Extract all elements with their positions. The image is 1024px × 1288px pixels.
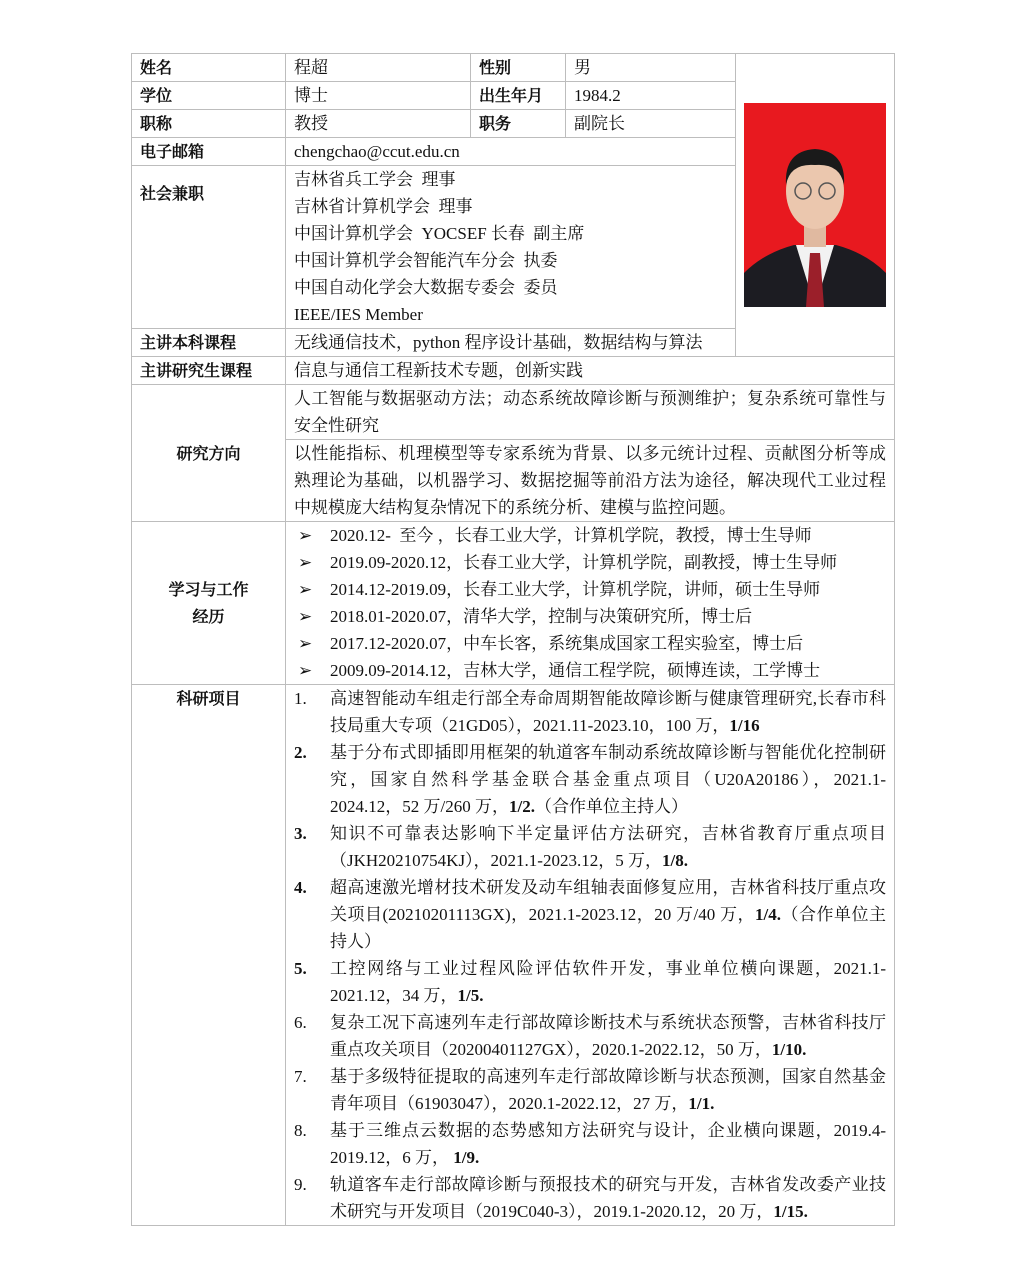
experience-text: 2019.09-2020.12，长春工业大学，计算机学院，副教授，博士生导师 xyxy=(330,553,838,572)
project-share: 1/10. xyxy=(771,1040,807,1059)
experience-item xyxy=(294,549,886,576)
project-body xyxy=(330,1063,886,1117)
social-role-item: 中国自动化学会大数据专委会 委员 xyxy=(294,278,558,297)
project-body xyxy=(330,1117,886,1171)
title-value: 教授 xyxy=(286,110,471,138)
project-description: 超高速激光增材技术研发及动车组轴表面修复应用，吉林省科技厅重点攻关项目(20210201113GX)，2021.1-2023.12，20 万/40 万， xyxy=(330,878,886,924)
project-description: 复杂工况下高速列车走行部故障诊断技术与系统状态预警，吉林省科技厅重点攻关项目（20200401127GX），2020.1-2022.12，50 万， xyxy=(330,1013,886,1059)
name-value: 程超 xyxy=(286,54,471,82)
undergrad-courses-label: 主讲本科课程 xyxy=(132,329,286,357)
position-value: 副院长 xyxy=(566,110,736,138)
arrow-bullet-icon: ➢ xyxy=(298,553,313,572)
project-body xyxy=(330,1171,886,1225)
experience-text: 2017.12-2020.07，中车长客，系统集成国家工程实验室，博士后 xyxy=(330,634,804,653)
project-item xyxy=(294,1063,886,1117)
project-item xyxy=(294,1009,886,1063)
arrow-bullet-icon: ➢ xyxy=(298,634,313,653)
birth-label: 出生年月 xyxy=(471,82,566,110)
project-number: 1. xyxy=(294,689,307,708)
project-description: 基于多级特征提取的高速列车走行部故障诊断与状态预测，国家自然基金青年项目（61903047），2020.1-2022.12，27 万， xyxy=(330,1067,886,1113)
arrow-bullet-icon: ➢ xyxy=(298,607,313,626)
project-item xyxy=(294,1117,886,1171)
birth-value: 1984.2 xyxy=(566,82,736,110)
projects-list xyxy=(286,685,895,1226)
experience-text: 2018.01-2020.07，清华大学，控制与决策研究所，博士后 xyxy=(330,607,753,626)
project-number: 6. xyxy=(294,1013,307,1032)
project-share: 1/2. xyxy=(508,797,535,816)
project-item xyxy=(294,874,886,955)
project-description: 高速智能动车组走行部全寿命周期智能故障诊断与健康管理研究,长春市科技局重大专项（21GD05），2021.11-2023.10，100 万， xyxy=(330,689,886,735)
research-direction-2: 以性能指标、机理模型等专家系统为背景、以多元统计过程、贡献图分析等成熟理论为基础，以机器学习、数据挖掘等前沿方法为途径，解决现代工业过程中规模庞大结构复杂情况下的系统分析、建模与监控问题。 xyxy=(286,440,895,522)
experience-item xyxy=(294,603,886,630)
experience-text: 2014.12-2019.09，长春工业大学，计算机学院，讲师，硕士生导师 xyxy=(330,580,821,599)
photo-cell xyxy=(736,54,895,357)
social-role-item: 吉林省计算机学会 理事 xyxy=(294,197,473,216)
project-number: 8. xyxy=(294,1121,307,1140)
project-description: 基于分布式即插即用框架的轨道客车制动系统故障诊断与智能优化控制研究，国家自然科学基金联合基金重点项目（U20A20186），2021.1-2024.12，52 万/260 万， xyxy=(330,743,886,816)
profile-photo xyxy=(744,103,886,307)
social-label: 社会兼职 xyxy=(132,166,286,329)
project-item xyxy=(294,739,886,820)
social-role-item: 中国计算机学会 YOCSEF 长春 副主席 xyxy=(294,224,585,243)
project-share: 1/16 xyxy=(729,716,760,735)
project-share: 1/15. xyxy=(773,1202,808,1221)
project-share: 1/9. xyxy=(453,1148,480,1167)
experience-item xyxy=(294,522,886,549)
social-list xyxy=(286,166,736,329)
grad-courses-value: 信息与通信工程新技术专题，创新实践 xyxy=(286,357,895,385)
email-value: chengchao@ccut.edu.cn xyxy=(286,138,736,166)
project-body xyxy=(330,820,886,874)
project-description: 知识不可靠表达影响下半定量评估方法研究，吉林省教育厅重点项目（JKH20210754KJ），2021.1-2023.12，5 万， xyxy=(330,824,886,870)
project-body xyxy=(330,874,886,955)
arrow-bullet-icon: ➢ xyxy=(298,580,313,599)
project-number: 7. xyxy=(294,1067,307,1086)
project-share: 1/1. xyxy=(688,1094,715,1113)
project-body xyxy=(330,1009,886,1063)
arrow-bullet-icon: ➢ xyxy=(298,526,313,545)
projects-label: 科研项目 xyxy=(132,685,286,1226)
social-role-item: 中国计算机学会智能汽车分会 执委 xyxy=(294,251,558,270)
project-description: 轨道客车走行部故障诊断与预报技术的研究与开发，吉林省发改委产业技术研究与开发项目（2019C040-3），2019.1-2020.12，20 万， xyxy=(330,1175,886,1221)
research-direction-1: 人工智能与数据驱动方法；动态系统故障诊断与预测维护；复杂系统可靠性与安全性研究 xyxy=(286,385,895,440)
project-item xyxy=(294,1171,886,1225)
project-body xyxy=(330,739,886,820)
project-item xyxy=(294,685,886,739)
arrow-bullet-icon: ➢ xyxy=(298,661,313,680)
project-number: 2. xyxy=(294,743,307,762)
resume-table xyxy=(131,53,895,1226)
gender-value: 男 xyxy=(566,54,736,82)
name-label: 姓名 xyxy=(132,54,286,82)
experience-label xyxy=(132,522,286,685)
social-role-item: IEEE/IES Member xyxy=(294,305,423,324)
grad-courses-label: 主讲研究生课程 xyxy=(132,357,286,385)
project-description: 基于三维点云数据的态势感知方法研究与设计，企业横向课题，2019.4-2019.12，6 万， xyxy=(330,1121,886,1167)
project-body xyxy=(330,955,886,1009)
degree-value: 博士 xyxy=(286,82,471,110)
research-label: 研究方向 xyxy=(132,385,286,522)
project-number: 9. xyxy=(294,1175,307,1194)
experience-text: 2020.12- 至今 ，长春工业大学，计算机学院，教授，博士生导师 xyxy=(330,526,812,545)
project-number: 3. xyxy=(294,824,307,843)
project-note: （合作单位主持人） xyxy=(330,905,887,951)
project-item xyxy=(294,820,886,874)
experience-item xyxy=(294,657,886,684)
title-label: 职称 xyxy=(132,110,286,138)
gender-label: 性别 xyxy=(471,54,566,82)
project-note: （合作单位主持人） xyxy=(534,797,688,816)
experience-text: 2009.09-2014.12，吉林大学，通信工程学院，硕博连读，工学博士 xyxy=(330,661,821,680)
project-number: 5. xyxy=(294,959,307,978)
project-share: 1/4. xyxy=(755,905,781,924)
project-share: 1/8. xyxy=(661,851,688,870)
project-body xyxy=(330,685,886,739)
experience-list xyxy=(286,522,895,685)
position-label: 职务 xyxy=(471,110,566,138)
undergrad-courses-value: 无线通信技术，python 程序设计基础，数据结构与算法 xyxy=(286,329,895,357)
project-share: 1/5. xyxy=(457,986,484,1005)
project-description: 工控网络与工业过程风险评估软件开发，事业单位横向课题，2021.1-2021.12，34 万， xyxy=(330,959,886,1005)
project-item xyxy=(294,955,886,1009)
degree-label: 学位 xyxy=(132,82,286,110)
email-label: 电子邮箱 xyxy=(132,138,286,166)
experience-item xyxy=(294,576,886,603)
experience-label-line1: 学习与工作 xyxy=(168,580,249,599)
experience-item xyxy=(294,630,886,657)
project-number: 4. xyxy=(294,878,307,897)
experience-label-line2: 经历 xyxy=(192,607,225,626)
social-role-item: 吉林省兵工学会 理事 xyxy=(294,170,456,189)
